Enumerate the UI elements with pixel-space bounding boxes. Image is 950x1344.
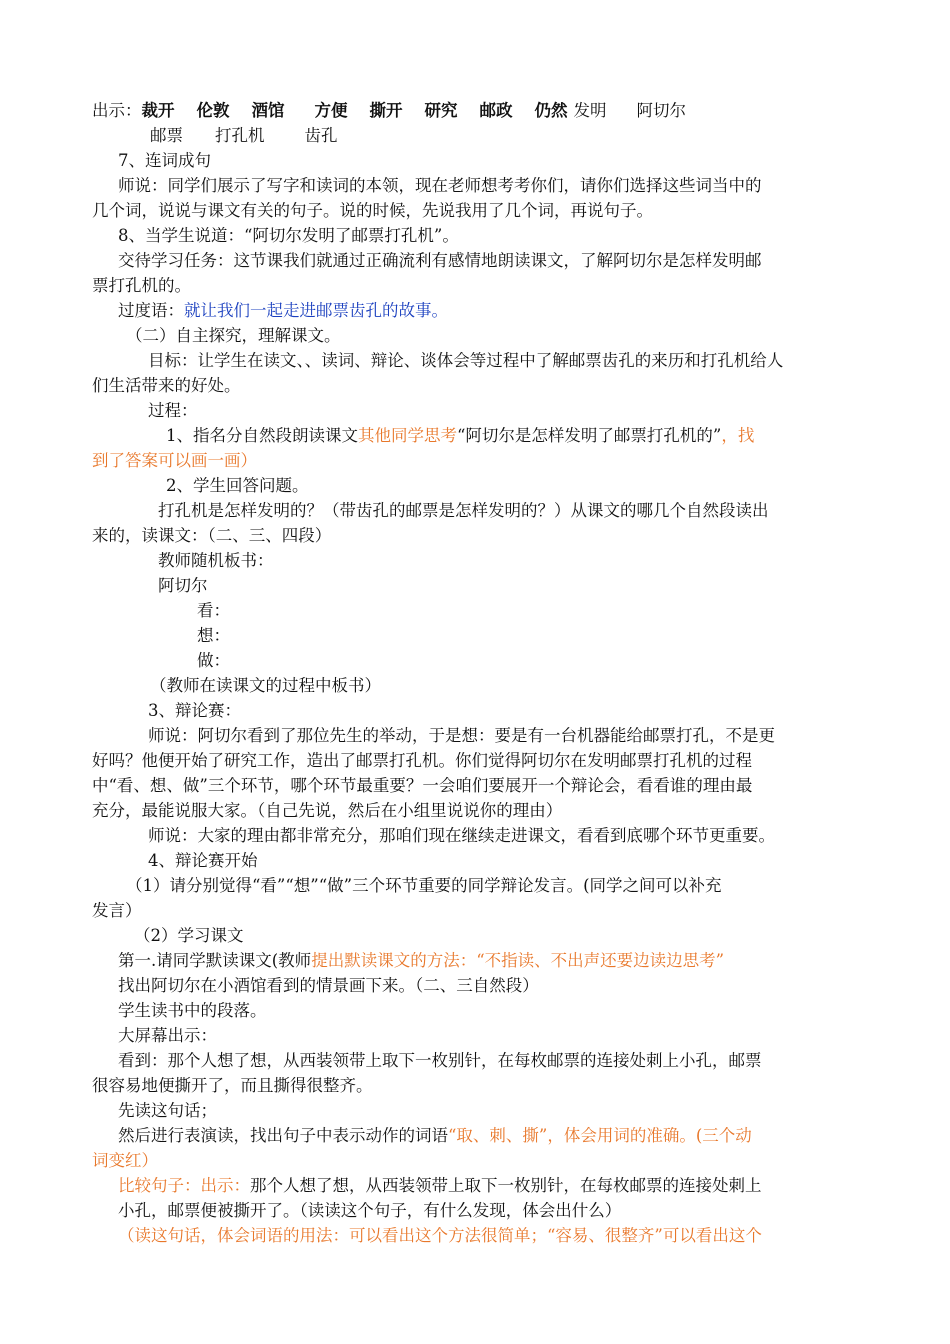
text-line: 很容易地便撕开了，而且撕得很整齐。 — [92, 1076, 373, 1095]
text-span-orange: ，找 — [721, 426, 755, 445]
text-line: 小孔，邮票便被撕开了。（读读这个句子，有什么发现，体会出什么） — [118, 1201, 622, 1220]
text-span: 那个人想了想，从西装领带上取下一枚别针，在每枚邮票的连接处刺上 — [250, 1176, 762, 1195]
vocab-line-2 — [150, 124, 338, 148]
text-line — [118, 299, 448, 323]
text-line — [118, 1124, 752, 1148]
vocab-word: 酒馆 — [251, 101, 285, 120]
text-line: （1）请分别觉得“看”“想”“做”三个环节重要的同学辩论发言。(同学之间可以补充 — [126, 876, 722, 895]
section-heading: （二）自主探究，理解课文。 — [126, 326, 341, 345]
vocab-word: 打孔机 — [215, 126, 265, 145]
text-line: 好吗？他便开始了研究工作，造出了邮票打孔机。你们觉得阿切尔在发明邮票打孔机的过程 — [92, 751, 752, 770]
vocab-word: 齿孔 — [304, 126, 338, 145]
board-name: 阿切尔 — [158, 576, 208, 595]
vocab-word: 撕开 — [369, 101, 403, 120]
text-line: 几个词，说说与课文有关的句子。说的时候，先说我用了几个词，再说句子。 — [92, 201, 653, 220]
text-line: 师说：阿切尔看到了那位先生的举动，于是想：要是有一台机器能给邮票打孔，不是更 — [148, 726, 775, 745]
vocab-word: 邮政 — [479, 101, 513, 120]
text-span-orange: “取、刺、撕”，体会用词的准确。(三个动 — [448, 1126, 752, 1145]
text-line: 充分，最能说服大家。（自己先说，然后在小组里说说你的理由） — [92, 801, 563, 820]
text-line: 师说：同学们展示了写字和读词的本领，现在老师想考考你们，请你们选择这些词当中的 — [118, 176, 762, 195]
text-line: 目标：让学生在读文、、读词、辩论、谈体会等过程中了解邮票齿孔的来历和打孔机给人 — [148, 351, 784, 370]
text-line: 7、连词成句 — [118, 151, 211, 170]
text-line: 8、当学生说道：“阿切尔发明了邮票打孔机”。 — [118, 226, 459, 245]
text-span: 第一.请同学默读课文(教师 — [118, 951, 312, 970]
text-line: 先读这句话； — [118, 1101, 217, 1120]
vocab-word: 发明 — [573, 101, 607, 120]
vocab-word: 裁开 — [141, 101, 175, 120]
text-span: 过度语： — [118, 301, 184, 320]
text-line: （读这句话，体会词语的用法：可以看出这个方法很简单；“容易、很整齐”可以看出这个 — [118, 1226, 762, 1245]
text-line: 词变红） — [92, 1151, 158, 1170]
text-line: 4、辩论赛开始 — [148, 851, 258, 870]
text-line: 看到：那个人想了想，从西装领带上取下一枚别针，在每枚邮票的连接处刺上小孔，邮票 — [118, 1051, 762, 1070]
text-line: 打孔机是怎样发明的？（带齿孔的邮票是怎样发明的？）从课文的哪几个自然段读出 — [158, 501, 769, 520]
text-span: 1、指名分自然段朗读课文 — [166, 426, 358, 445]
board-item: 想： — [197, 626, 230, 645]
text-line: 交待学习任务：这节课我们就通过正确流利有感情地朗读课文，了解阿切尔是怎样发明邮 — [118, 251, 762, 270]
text-span-orange: 其他同学思考 — [358, 426, 457, 445]
text-line: 3、辩论赛： — [148, 701, 241, 720]
board-item: 做： — [197, 651, 230, 670]
board-item: 看： — [197, 601, 230, 620]
text-line: 过程： — [148, 401, 198, 420]
text-line: 中“看、想、做”三个环节，哪个环节最重要？一会咱们要展开一个辩论会，看看谁的理由最 — [92, 776, 753, 795]
text-line — [166, 424, 754, 448]
text-line — [118, 1174, 762, 1198]
text-span: “阿切尔是怎样发明了邮票打孔机的” — [457, 426, 722, 445]
text-line: 找出阿切尔在小酒馆看到的情景画下来。（二、三自然段） — [118, 976, 539, 995]
vocab-word: 伦敦 — [196, 101, 230, 120]
text-line: 们生活带来的好处。 — [92, 376, 241, 395]
text-span-orange: 比较句子：出示： — [118, 1176, 250, 1195]
vocab-word: 邮票 — [150, 126, 183, 145]
vocab-word: 仍然 — [534, 101, 568, 120]
text-span-blue: 就让我们一起走进邮票齿孔的故事。 — [184, 301, 448, 320]
vocab-word: 阿切尔 — [636, 101, 686, 120]
text-span: 然后进行表演读，找出句子中表示动作的词语 — [118, 1126, 448, 1145]
text-span-orange: 提出默读课文的方法：“不指读、不出声还要边读边思考” — [311, 951, 725, 970]
text-line: 教师随机板书： — [158, 551, 274, 570]
text-line — [118, 949, 724, 973]
text-line: （教师在读课文的过程中板书） — [150, 676, 381, 695]
text-line: 到了答案可以画一画） — [92, 451, 257, 470]
vocab-word: 研究 — [424, 101, 458, 120]
text-line: （2）学习课文 — [134, 926, 244, 945]
vocab-label: 出示： — [92, 101, 142, 120]
vocab-line-1 — [92, 99, 686, 123]
text-line: 师说：大家的理由都非常充分，那咱们现在继续走进课文，看看到底哪个环节更重要。 — [148, 826, 775, 845]
vocab-word: 方便 — [314, 101, 348, 120]
text-line: 发言） — [92, 901, 142, 920]
text-line: 学生读书中的段落。 — [118, 1001, 267, 1020]
text-line: 大屏幕出示： — [118, 1026, 217, 1045]
text-line: 票打孔机的。 — [92, 276, 191, 295]
text-line: 2、学生回答问题。 — [166, 476, 309, 495]
text-line: 来的，读课文：（二、三、四段） — [92, 526, 332, 545]
